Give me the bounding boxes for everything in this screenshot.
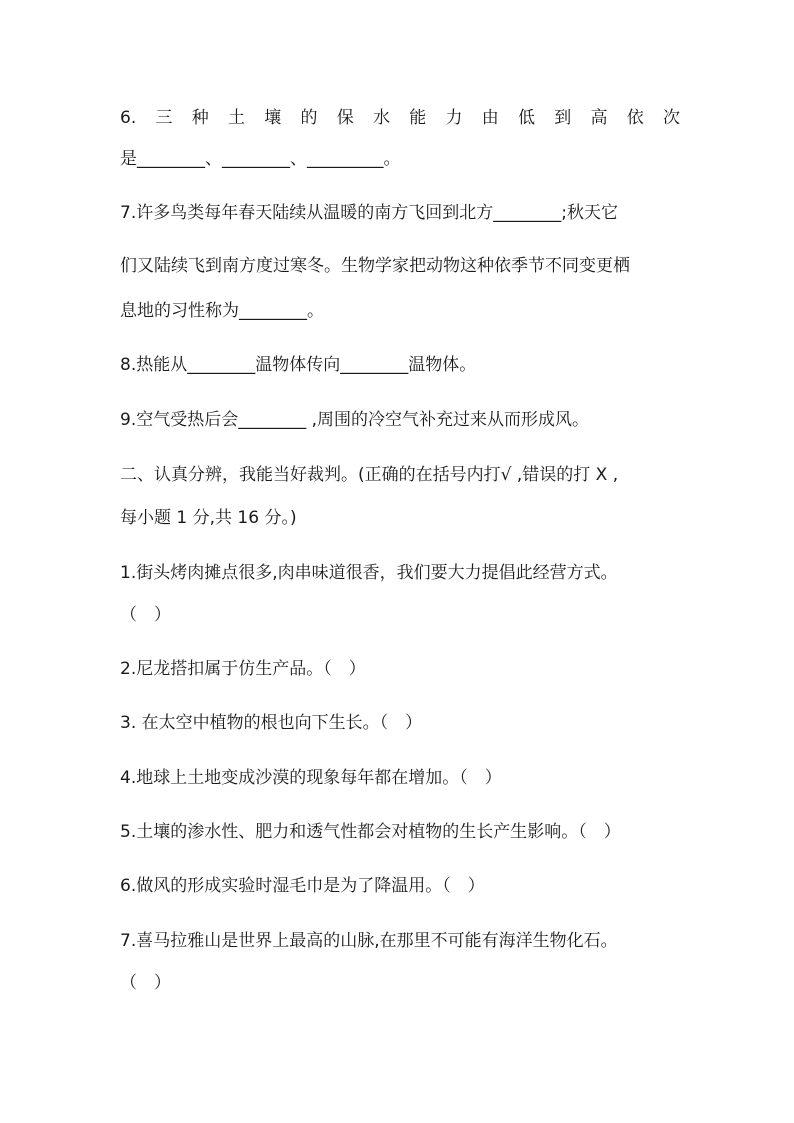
question-8: 8.热能从________温物体传向________温物体。	[120, 355, 477, 375]
q6-char: 次	[662, 108, 680, 128]
q6-char: 依	[626, 108, 644, 128]
question-6-line-2: 是________、________、_________。	[120, 149, 401, 169]
q6-char: 水	[372, 108, 390, 128]
q6-char: 低	[517, 108, 535, 128]
question-7-line-2: 们又陆续飞到南方度过寒冬。生物学家把动物这种依季节不同变更栖	[120, 256, 630, 276]
judge-question-4: 4.地球上土地变成沙漠的现象每年都在增加。（ ）	[120, 768, 502, 788]
q6-char: 的	[300, 108, 318, 128]
judge-question-2: 2.尼龙搭扣属于仿生产品。（ ）	[120, 659, 366, 679]
question-7-line-3: 息地的习性称为________。	[120, 301, 324, 321]
judge-question-7-line-1: 7.喜马拉雅山是世界上最高的山脉,在那里不可能有海洋生物化石。	[120, 931, 618, 951]
q6-char: 种	[191, 108, 209, 128]
judge-question-1-answer-bracket: （ ）	[120, 605, 171, 625]
q6-char: 土	[227, 108, 245, 128]
question-9: 9.空气受热后会________ ,周围的冷空气补充过来从而形成风。	[120, 410, 590, 430]
judge-question-5: 5.土壤的渗水性、肥力和透气性都会对植物的生长产生影响。（ ）	[120, 822, 621, 842]
q6-char: 壤	[264, 108, 282, 128]
question-7-line-1: 7.许多鸟类每年春天陆续从温暖的南方飞回到北方________;秋天它	[120, 203, 618, 223]
question-6-line-1	[120, 106, 680, 130]
section-2-heading-line-2: 每小题 1 分,共 16 分。)	[120, 508, 297, 528]
q6-char: 由	[481, 108, 499, 128]
judge-question-6: 6.做风的形成实验时湿毛巾是为了降温用。（ ）	[120, 876, 485, 896]
q6-char: 保	[336, 108, 354, 128]
judge-question-7-answer-bracket: （ ）	[120, 973, 171, 993]
q6-char: 到	[554, 108, 572, 128]
q6-char: 能	[409, 108, 427, 128]
judge-question-1-line-1: 1.街头烤肉摊点很多,肉串味道很香，我们要大力提倡此经营方式。	[120, 563, 618, 583]
q6-char: 6.	[120, 108, 137, 128]
q6-char: 力	[445, 108, 463, 128]
judge-question-3: 3. 在太空中植物的根也向下生长。（ ）	[120, 713, 423, 733]
q6-char: 三	[155, 108, 173, 128]
q6-char: 高	[590, 108, 608, 128]
section-2-heading-line-1: 二、认真分辨，我能当好裁判。(正确的在括号内打√ ,错误的打 X ,	[120, 465, 619, 485]
